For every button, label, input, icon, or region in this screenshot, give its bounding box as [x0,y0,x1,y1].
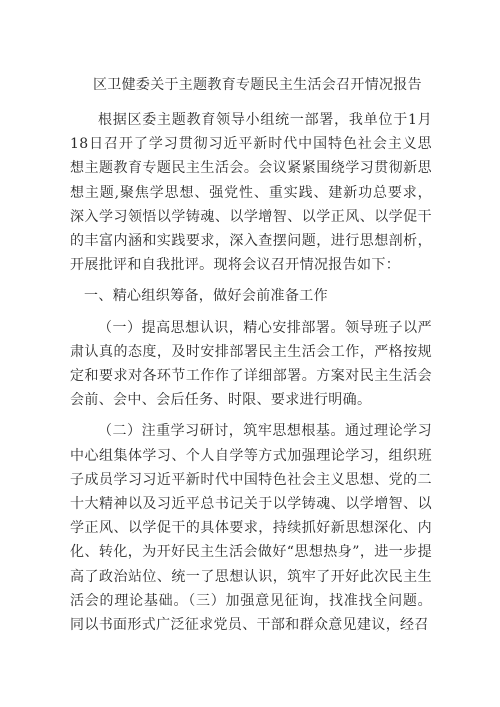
document-body [70,108,432,644]
section-heading: 一、精心组织筹备，做好会前准备工作 [84,288,328,305]
document-title: 区卫健委关于主题教育专题民主生活会召开情况报告 [93,77,422,93]
subsection-paragraph-1: （一）提高思想认识，精心安排部署。领导班子以严肃认真的态度，及时安排部署民主生活会工作，严格按规定和要求对各环节工作作了详细部署。方案对民主生活会会前、会中、会后任务、时限、要求进行明确。 [70,319,432,409]
subsection-paragraph-2: （二）注重学习研讨，筑牢思想根基。通过理论学习中心组集体学习、个人自学等方式加强理论学习，组织班子成员学习习近平新时代中国特色社会主义思想、党的二十大精神以及习近平总书记关于以学铸魂、以学增智、以学正风、以学促干的具体要求，持续抓好新思想深化、内化、转化，为开好民主生活会做好“思想热身”，进一步提高了政治站位、统一了思想认识，筑牢了开好此次民主生活会的理论基础。（三）加强意见征询，找准找全问题。同以书面形式广泛征求党员、干部和群众意见建议，经召 [70,423,432,634]
intro-paragraph: 根据区委主题教育领导小组统一部署，我单位于1月18日召开了学习贯彻习近平新时代中国特色社会主义思想主题教育专题民主生活会。会议紧紧围绕学习贯彻新思想主题,聚焦学思想、强党性、重实践、建新功总要求，深入学习领悟以学铸魂、以学增智、以学正风、以学促干的丰富内涵和实践要求，深入查摆问题，进行思想剖析，开展批评和自我批评。现将会议召开情况报告如下： [70,112,432,274]
